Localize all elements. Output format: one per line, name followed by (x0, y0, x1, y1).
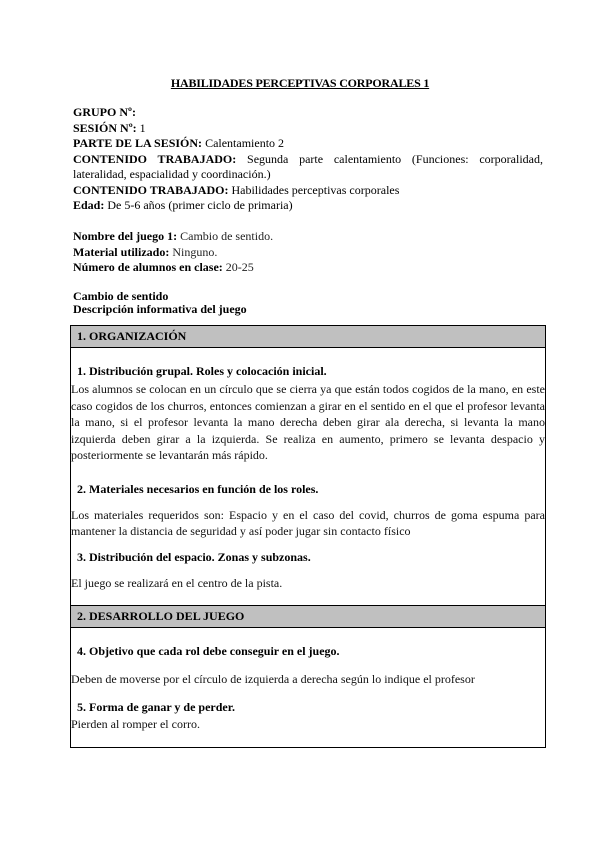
item3-title: 3. Distribución del espacio. Zonas y subzonas. (77, 549, 311, 564)
parte-label: PARTE DE LA SESIÓN: (73, 136, 203, 150)
description-subtitle: Descripción informativa del juego (73, 302, 247, 316)
item4-title: 4. Objetivo que cada rol debe conseguir en el juego. (77, 644, 340, 658)
desarrollo-section (70, 605, 546, 748)
item2-title: 2. Materiales necesarios en función de los roles. (77, 481, 319, 496)
nombre-value: Cambio de sentido. (180, 229, 274, 243)
nombre-line (73, 229, 543, 245)
edad-value: De 5-6 años (primer ciclo de primaria) (107, 198, 293, 212)
item1-text: Los alumnos se colocan en un círculo que se cierra ya que están todos cogidos de la mano, en este caso cogidos de los churros, entonces comienzan a girar en el sentido en el que el profesor levanta la mano, si el profesor levanta la mano derecha deben girar ala derecha, si levanta la mano izquierda deben girar a la izquierda. Se realiza en aumento, primero se levanta despacio y posteriormente se levantarán más rápido. (71, 382, 545, 462)
material-value: Ninguno. (172, 244, 218, 259)
session-info (73, 105, 543, 214)
edad-line (73, 198, 543, 214)
item5-text: Pierden al romper el corro. (71, 716, 200, 731)
desarrollo-header: 2. DESARROLLO DEL JUEGO (71, 606, 545, 628)
contenido1-label: CONTENIDO TRABAJADO: (73, 151, 237, 166)
sesion-line (73, 121, 543, 137)
organizacion-section (70, 325, 546, 609)
material-line (73, 245, 543, 261)
nombre-label: Nombre del juego 1: (73, 229, 178, 243)
contenido2-label: CONTENIDO TRABAJADO: (73, 182, 229, 197)
contenido1-line (73, 152, 543, 183)
parte-line (73, 136, 543, 152)
grupo-line: GRUPO Nº: (73, 105, 136, 119)
item3-text: El juego se realizará en el centro de la pista. (71, 575, 283, 590)
item1-title: 1. Distribución grupal. Roles y colocación inicial. (77, 364, 327, 378)
contenido2-line (73, 183, 543, 199)
game-info (73, 229, 543, 276)
item2-text: Los materiales requeridos son: Espacio y en el caso del covid, churros de goma espuma para mantener la distancia de seguridad y así poder jugar sin contacto físico (71, 507, 545, 538)
game-name: Cambio de sentido (73, 289, 169, 303)
sesion-value: 1 (139, 120, 146, 135)
alumnos-value: 20-25 (225, 260, 254, 274)
alumnos-label: Número de alumnos en clase: (73, 260, 223, 274)
alumnos-line (73, 260, 543, 276)
description-heading (73, 290, 543, 316)
sesion-label: SESIÓN Nº: (73, 120, 137, 135)
contenido2-value: Habilidades perceptivas corporales (231, 182, 400, 197)
material-label: Material utilizado: (73, 244, 170, 259)
item4-text: Deben de moverse por el círculo de izquierda a derecha según lo indique el profesor (71, 672, 475, 686)
organizacion-header: 1. ORGANIZACIÓN (71, 326, 545, 348)
edad-label: Edad: (73, 198, 105, 212)
contenido1-value: Segunda parte calentamiento (Funciones: corporalidad, lateralidad, espacialidad y coordinación.) (73, 151, 543, 181)
document-title: HABILIDADES PERCEPTIVAS CORPORALES 1 (170, 76, 430, 90)
item5-title: 5. Forma de ganar y de perder. (77, 699, 235, 714)
parte-value: Calentamiento 2 (205, 136, 285, 150)
